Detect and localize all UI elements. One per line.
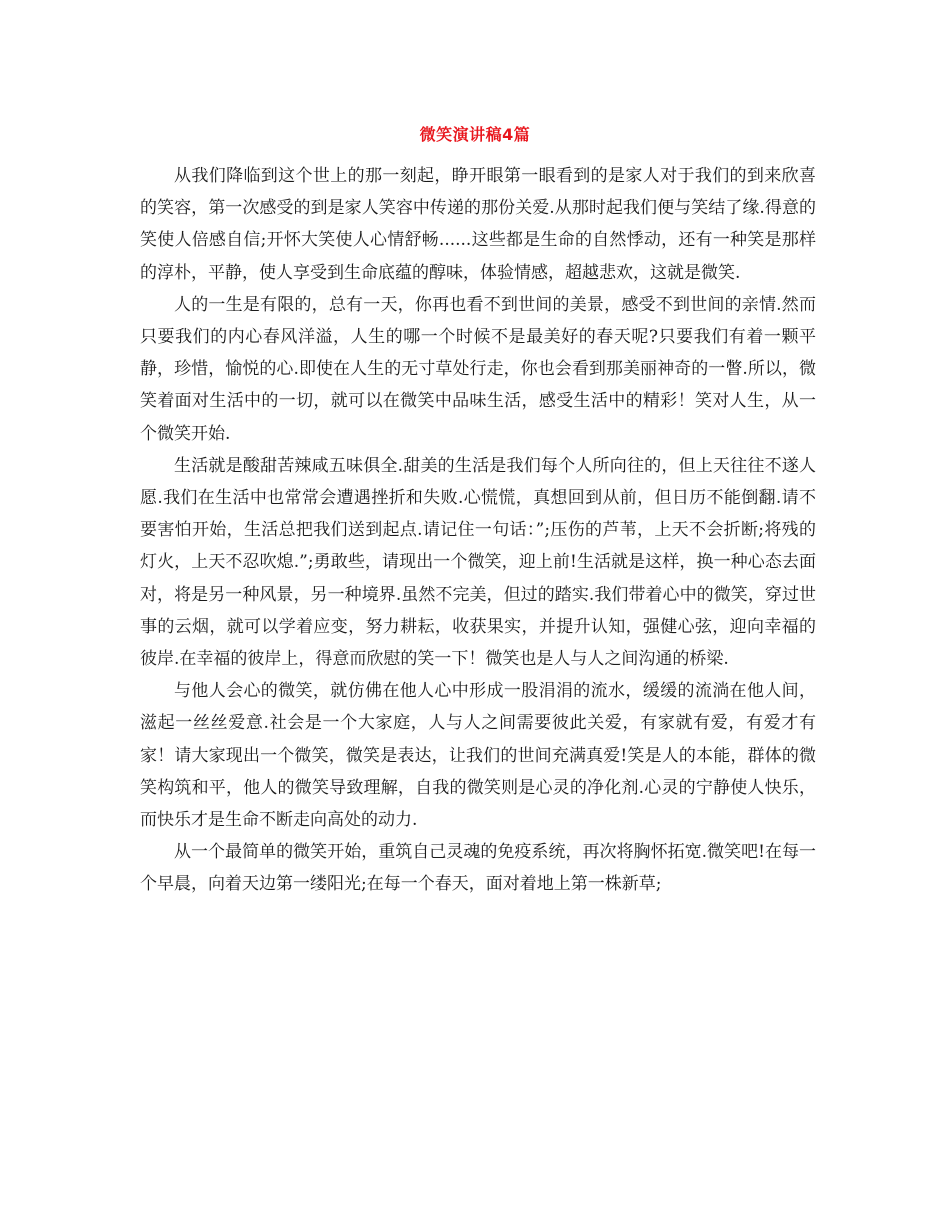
- paragraph-5: 从一个最简单的微笑开始，重筑自己灵魂的免疫系统，再次将胸怀拓宽.微笑吧!在每一个早晨，向着天边第一缕阳光;在每一个春天，面对着地上第一株新草;: [140, 842, 816, 895]
- paragraph-3: 生活就是酸甜苦辣咸五味俱全.甜美的生活是我们每个人所向往的，但上天往往不遂人愿.我们在生活中也常常会遭遇挫折和失败.心慌慌，真想回到从前，但日历不能倒翻.请不要害怕开始，生活总把我们送到起点.请记住一句话：”;压伤的芦苇，上天不会折断;将残的灯火，上天不忍吹熄.”;勇敢些，请现出一个微笑，迎上前!生活就是这样，换一种心态去面对，将是另一种风景，另一种境界.虽然不完美，但过的踏实.我们带着心中的微笑，穿过世事的云烟，就可以学着应变，努力耕耘，收获果实，并提升认知，强健心弦，迎向幸福的彼岸.在幸福的彼岸上，得意而欣慰的笑一下！微笑也是人与人之间沟通的桥梁.: [140, 455, 816, 670]
- paragraph-1: 从我们降临到这个世上的那一刻起，睁开眼第一眼看到的是家人对于我们的到来欣喜的笑容，第一次感受的到是家人笑容中传递的那份关爱.从那时起我们便与笑结了缘.得意的笑使人倍感自信;开怀大笑使人心情舒畅......这些都是生命的自然悸动，还有一种笑是那样的淳朴，平静，使人享受到生命底蕴的醇味，体验情感，超越悲欢，这就是微笑.: [140, 166, 816, 283]
- paragraph-4: 与他人会心的微笑，就仿佛在他人心中形成一股涓涓的流水，缓缓的流淌在他人间，滋起一丝丝爱意.社会是一个大家庭，人与人之间需要彼此关爱，有家就有爱，有爱才有家！请大家现出一个微笑，微笑是表达，让我们的世间充满真爱!笑是人的本能，群体的微笑构筑和平，他人的微笑导致理解，自我的微笑则是心灵的净化剂.心灵的宁静使人快乐，而快乐才是生命不断走向高处的动力.: [140, 681, 816, 831]
- paragraph-2: 人的一生是有限的，总有一天，你再也看不到世间的美景，感受不到世间的亲情.然而只要我们的内心春风洋溢，人生的哪一个时候不是最美好的春天呢?只要我们有着一颗平静，珍惜，愉悦的心.即使在人生的无寸草处行走，你也会看到那美丽神奇的一瞥.所以，微笑着面对生活中的一切，就可以在微笑中品味生活，感受生活中的精彩！笑对人生，从一个微笑开始.: [140, 294, 816, 444]
- document-title: 微笑演讲稿4篇: [419, 125, 531, 144]
- document-body: [140, 160, 816, 901]
